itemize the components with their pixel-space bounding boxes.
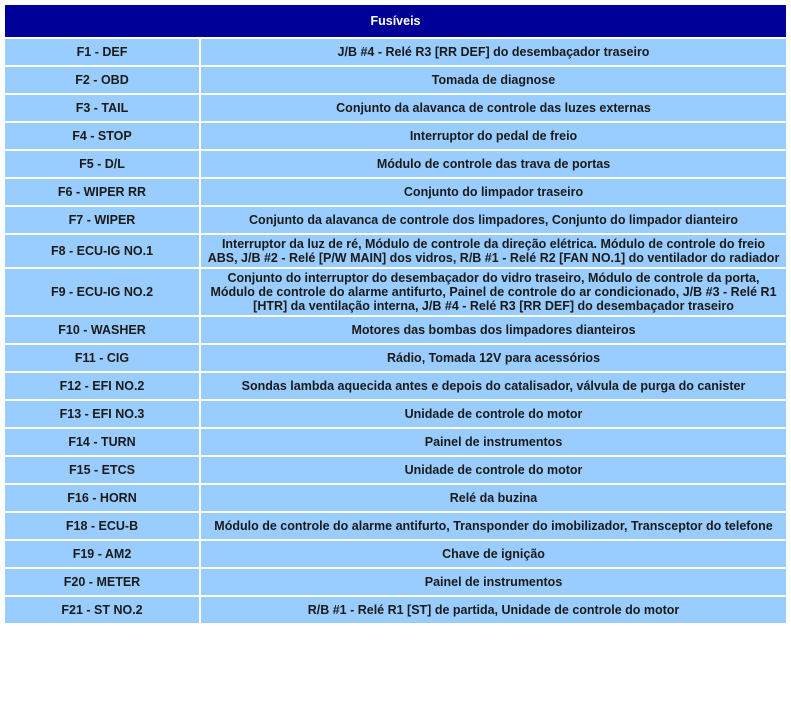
- description-cell: Módulo de controle do alarme antifurto, Transponder do imobilizador, Transceptor do telefone: [201, 513, 786, 539]
- fuse-cell: F1 - DEF: [5, 39, 199, 65]
- table-row: [5, 513, 786, 539]
- fuse-cell: F10 - WASHER: [5, 317, 199, 343]
- table-row: [5, 429, 786, 455]
- fuse-cell: F3 - TAIL: [5, 95, 199, 121]
- table-row: [5, 269, 786, 315]
- table-row: [5, 235, 786, 267]
- description-cell: Unidade de controle do motor: [201, 401, 786, 427]
- table-row: [5, 457, 786, 483]
- table-row: [5, 373, 786, 399]
- table-row: [5, 541, 786, 567]
- fuse-cell: F18 - ECU-B: [5, 513, 199, 539]
- description-cell: J/B #4 - Relé R3 [RR DEF] do desembaçador traseiro: [201, 39, 786, 65]
- description-cell: Tomada de diagnose: [201, 67, 786, 93]
- table-row: [5, 345, 786, 371]
- table-row: [5, 317, 786, 343]
- description-cell: Rádio, Tomada 12V para acessórios: [201, 345, 786, 371]
- fuse-cell: F21 - ST NO.2: [5, 597, 199, 623]
- fuse-cell: F8 - ECU-IG NO.1: [5, 235, 199, 267]
- table-row: [5, 207, 786, 233]
- description-cell: Conjunto do limpador traseiro: [201, 179, 786, 205]
- description-cell: Módulo de controle das trava de portas: [201, 151, 786, 177]
- table-row: [5, 597, 786, 623]
- fuse-cell: F16 - HORN: [5, 485, 199, 511]
- fuse-cell: F11 - CIG: [5, 345, 199, 371]
- fuse-cell: F15 - ETCS: [5, 457, 199, 483]
- fuse-cell: F20 - METER: [5, 569, 199, 595]
- fuse-cell: F4 - STOP: [5, 123, 199, 149]
- fuse-cell: F2 - OBD: [5, 67, 199, 93]
- table-title: Fusíveis: [5, 5, 786, 37]
- fuse-cell: F7 - WIPER: [5, 207, 199, 233]
- description-cell: Painel de instrumentos: [201, 429, 786, 455]
- table-row: [5, 39, 786, 65]
- fuse-cell: F13 - EFI NO.3: [5, 401, 199, 427]
- description-cell: Motores das bombas dos limpadores dianteiros: [201, 317, 786, 343]
- table-row: [5, 179, 786, 205]
- table-header-row: [5, 5, 786, 37]
- description-cell: Interruptor da luz de ré, Módulo de controle da direção elétrica. Módulo de controle do freio ABS, J/B #2 - Relé [P/W MAIN] dos vidros, R/B #1 - Relé R2 [FAN NO.1] do ventilador do radiador: [201, 235, 786, 267]
- description-cell: Conjunto do interruptor do desembaçador do vidro traseiro, Módulo de controle da porta, Módulo de controle do alarme antifurto, Painel de controle do ar condicionado, J/B #3 - Relé R1 [HTR] da ventilação interna, J/B #4 - Relé R3 [RR DEF] do desembaçador traseiro: [201, 269, 786, 315]
- fuse-cell: F14 - TURN: [5, 429, 199, 455]
- table-row: [5, 569, 786, 595]
- table-row: [5, 67, 786, 93]
- description-cell: Relé da buzina: [201, 485, 786, 511]
- description-cell: Unidade de controle do motor: [201, 457, 786, 483]
- table-row: [5, 485, 786, 511]
- fuse-cell: F6 - WIPER RR: [5, 179, 199, 205]
- table-row: [5, 151, 786, 177]
- table-body: [5, 39, 786, 623]
- fuse-cell: F9 - ECU-IG NO.2: [5, 269, 199, 315]
- description-cell: Interruptor do pedal de freio: [201, 123, 786, 149]
- fuse-cell: F19 - AM2: [5, 541, 199, 567]
- fuse-cell: F12 - EFI NO.2: [5, 373, 199, 399]
- fuse-table: [3, 3, 788, 625]
- table-row: [5, 123, 786, 149]
- table-row: [5, 401, 786, 427]
- description-cell: R/B #1 - Relé R1 [ST] de partida, Unidade de controle do motor: [201, 597, 786, 623]
- description-cell: Chave de ignição: [201, 541, 786, 567]
- fuse-table-container: [3, 3, 788, 625]
- description-cell: Sondas lambda aquecida antes e depois do catalisador, válvula de purga do canister: [201, 373, 786, 399]
- description-cell: Conjunto da alavanca de controle dos limpadores, Conjunto do limpador dianteiro: [201, 207, 786, 233]
- description-cell: Painel de instrumentos: [201, 569, 786, 595]
- fuse-cell: F5 - D/L: [5, 151, 199, 177]
- description-cell: Conjunto da alavanca de controle das luzes externas: [201, 95, 786, 121]
- table-row: [5, 95, 786, 121]
